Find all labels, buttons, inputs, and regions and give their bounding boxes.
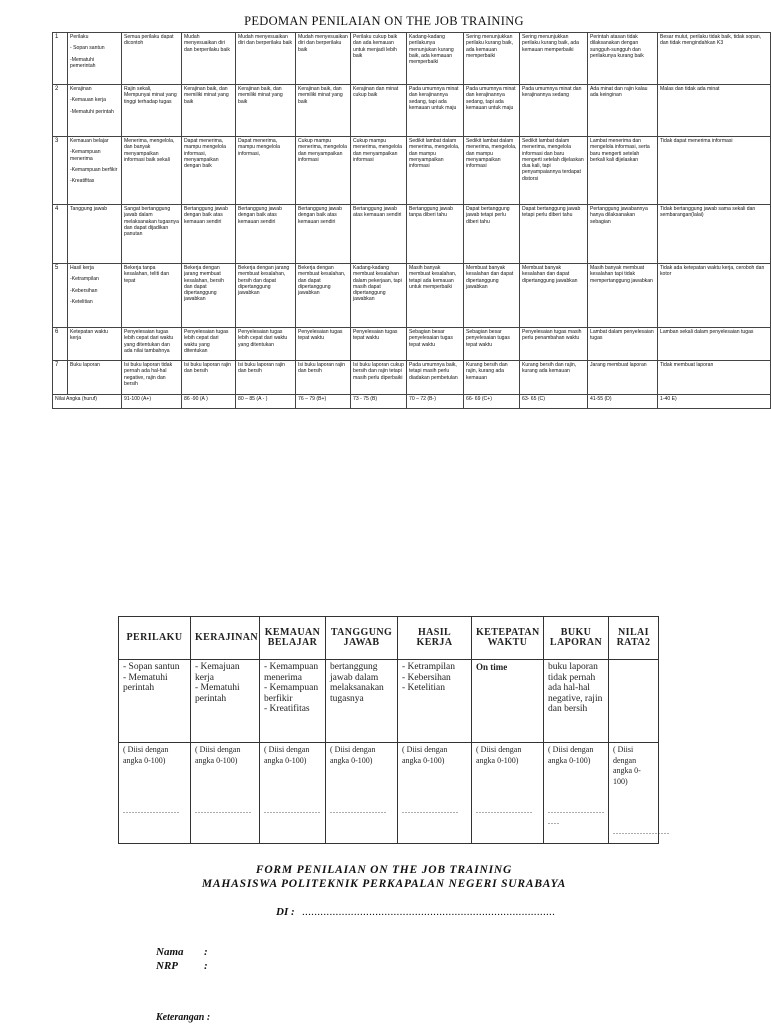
score-input-cell[interactable] [609, 743, 670, 844]
criteria-sub-item: -Kemampuan menerima [70, 149, 101, 162]
score-blank: ................... .... [548, 806, 605, 826]
grade-description-cell: Masih banyak membuat kesalahan tapi tidak mempertanggung jawabkan [588, 264, 658, 328]
criteria-name: Kerajinan [70, 86, 92, 92]
criteria-sub-item: -Kreatifitas [70, 178, 95, 185]
grade-range-cell: 86 -90 (A ) [182, 395, 236, 409]
score-input-cell[interactable] [398, 743, 472, 844]
score-blank: ................... [330, 806, 387, 815]
grade-description-cell: Bertanggung jawab dengan baik atas kemauan sendiri [182, 205, 236, 264]
grade-description-cell: Dapat bertanggung jawab tetapi perlu diberi tahu [464, 205, 520, 264]
criteria-cell [68, 328, 122, 361]
criteria-sub-item: -Mematuhi pemerintah [70, 56, 96, 69]
criteria-sub-item: - Sopan santun [70, 45, 105, 52]
score-blank: ................... [402, 806, 459, 815]
criteria-row [53, 85, 771, 137]
grade-description-cell: Malas dan tidak ada minat [658, 85, 771, 137]
grade-description-cell: Penyelesaian tugas lebih cepat dari waktu yang ditentukan dan ada nilai tambahnya [122, 328, 182, 361]
criteria-sub-item: -Kebersihan [70, 287, 98, 294]
score-hint: ( Diisi dengan angka 0-100) [548, 745, 594, 765]
criteria-cell [68, 33, 122, 85]
grade-description-cell: Bertanggung jawab dengan baik atas kemauan sendiri [236, 205, 296, 264]
form-header-cell: KERAJINAN [191, 617, 260, 660]
form-item-cell [609, 660, 659, 743]
criteria-sub-item: -Kemampuan berfikir [70, 166, 118, 173]
grade-description-cell: Penyelesaian tugas tepat waktu [351, 328, 407, 361]
form-item-cell: - Sopan santun - Mematuhi perintah [119, 660, 191, 743]
grade-description-cell: Dapat bertanggung jawab tetapi perlu diberi tahu [520, 205, 588, 264]
score-input-cell[interactable] [119, 743, 191, 844]
nrp-colon: : [204, 960, 208, 972]
nrp-label: NRP [156, 960, 178, 972]
grade-description-cell: Kerajinan baik, dan memiliki minat yang baik [182, 85, 236, 137]
score-input-cell[interactable] [260, 743, 326, 844]
score-hint: ( Diisi dengan angka 0-100) [195, 745, 241, 765]
grade-description-cell: Cukup mampu menerima, mengelola dan menyampaikan informasi [296, 137, 351, 205]
form-header-cell: NILAI RATA2 [609, 617, 659, 660]
grade-range-cell: 73 - 75 (B) [351, 395, 407, 409]
grade-description-cell: Penyelesaian tugas lebih cepat dari waktu yang ditentukan [182, 328, 236, 361]
form-item-cell: On time [472, 660, 544, 743]
criteria-cell [68, 361, 122, 395]
grade-description-cell: Dapat menerima, mampu mengelola informasi, [236, 137, 296, 205]
form-header-cell: TANGGUNG JAWAB [326, 617, 398, 660]
score-hint: ( Diisi dengan angka 0-100) [402, 745, 448, 765]
location-label: DI : [276, 906, 295, 918]
criteria-row [53, 264, 771, 328]
grade-description-cell: Tidak membuat laporan [658, 361, 771, 395]
grade-description-cell: Isi buku laporan rajin dan bersih [182, 361, 236, 395]
grade-description-cell: Kadang-kadang perilakunya menunjukan kurang baik, ada kemauan memperbaiki [407, 33, 464, 85]
grade-description-cell: Pada umumnya minat dan kerajinannya sedang [520, 85, 588, 137]
grade-description-cell: Jarang membuat laporan [588, 361, 658, 395]
grade-description-cell: Membuat banyak kesalahan dan dapat dipertanggung jawabkan [520, 264, 588, 328]
form-item-cell: bertanggung jawab dalam melaksanakan tugasnya [326, 660, 398, 743]
assessment-form-table [118, 616, 670, 844]
grade-description-cell: Semua perilaku dapat dicontoh [122, 33, 182, 85]
score-input-cell[interactable] [326, 743, 398, 844]
criteria-name: Perilaku [70, 34, 89, 40]
grade-description-cell: Cukup mampu menerima, mengelola dan menyampaikan informasi [351, 137, 407, 205]
row-number: 1 [53, 33, 68, 85]
grade-description-cell: Pada umumnya baik, tetapi masih perlu diadakan pembetulan [407, 361, 464, 395]
criteria-sub-item: -Ketrampilan [70, 276, 99, 283]
grade-description-cell: Mudah menyesuaikan diri dan berperilaku baik [236, 33, 296, 85]
score-blank: ................... [264, 806, 321, 815]
grade-description-cell: Bekerja tanpa kesalahan, teliti dan tepat [122, 264, 182, 328]
criteria-sub-item: -Kemauan kerja [70, 97, 106, 104]
grade-description-cell: Tidak bertanggung jawab sama sekali dan sembarangan(lalai) [658, 205, 771, 264]
name-colon: : [204, 946, 208, 958]
form-header-cell: KETEPATAN WAKTU [472, 617, 544, 660]
grade-description-cell: Pertanggung jawabannya hanya dilaksanakan sebagian [588, 205, 658, 264]
grade-description-cell: Sering menunjukkan perilaku kurang baik, ada kemauan memperbaiki [464, 33, 520, 85]
score-hint: ( Diisi dengan angka 0-100) [613, 745, 641, 786]
grade-description-cell: Lambat dalam penyelesaian tugas [588, 328, 658, 361]
grade-description-cell: Ada minat dan rajin kalau ada keinginan [588, 85, 658, 137]
score-blank: ................... [123, 806, 180, 815]
form-item-cell: - Ketrampilan - Kebersihan - Ketelitian [398, 660, 472, 743]
grade-description-cell: Sebagian besar penyelesaian tugas tepat waktu [407, 328, 464, 361]
form-title: FORM PENILAIAN ON THE JOB TRAINING [255, 864, 513, 876]
row-number: 5 [53, 264, 68, 328]
grade-description-cell: Rajin sekali, Mempunyai minat yang tinggi terhadap tugas [122, 85, 182, 137]
score-hint: ( Diisi dengan angka 0-100) [123, 745, 169, 765]
row-number: 4 [53, 205, 68, 264]
document-title: PEDOMAN PENILAIAN ON THE JOB TRAINING [244, 14, 524, 28]
grade-description-cell: Kurang bersih dan rajin, kurang ada kemauan [520, 361, 588, 395]
criteria-cell [68, 205, 122, 264]
grade-description-cell: Sedikit lambat dalam menerima, mengelola informasi dan baru mengerti setelah dijelaskan dua kali, tapi penyampaiannya terdapat distorsi [520, 137, 588, 205]
form-item-cell: - Kemajuan kerja - Mematuhi perintah [191, 660, 260, 743]
criteria-row [53, 361, 771, 395]
row-number: 7 [53, 361, 68, 395]
grade-description-cell: Sebagian besar penyelesaian tugas tepat waktu [464, 328, 520, 361]
grade-description-cell: Dapat menerima, mampu mengelola informasi, menyampaikan dengan baik [182, 137, 236, 205]
grade-range-cell: 66- 69 (C+) [464, 395, 520, 409]
criteria-name: Hasil kerja [70, 265, 94, 271]
grade-description-cell: Isi buku laporan cukup bersih dan rajin tetapi masih perlu diperbaiki [351, 361, 407, 395]
score-blank: ................... [476, 806, 533, 815]
grade-row [53, 395, 771, 409]
grade-description-cell: Menerima, mengelola, dan banyak menyampaikan informasi baik sekali [122, 137, 182, 205]
grade-description-cell: Penyelesaian tugas lebih cepat dari waktu yang ditentukan [236, 328, 296, 361]
criteria-cell [68, 264, 122, 328]
grade-description-cell: Masih banyak membuat kesalahan, tetapi ada kemauan untuk memperbaiki [407, 264, 464, 328]
score-input-cell[interactable] [191, 743, 260, 844]
grade-description-cell: Mudah menyesuaikan diri dan berperilaku baik [182, 33, 236, 85]
grade-description-cell: Sangat bertanggung jawab dalam melaksanakan tugasnya dan dapat dijadikan panutan [122, 205, 182, 264]
grade-description-cell: Lambat menerima dan mengelola informasi, serta baru mengerti setelah berkali kali dijelaskan [588, 137, 658, 205]
score-blank: ................... [195, 806, 252, 815]
criteria-name: Ketepatan waktu kerja [70, 329, 108, 342]
criteria-cell [68, 137, 122, 205]
grade-description-cell: Kerajinan baik, dan memiliki minat yang baik [236, 85, 296, 137]
criteria-sub-item: -Ketelitian [70, 298, 93, 305]
grade-description-cell: Isi buku laporan rajin dan bersih [296, 361, 351, 395]
score-hint: ( Diisi dengan angka 0-100) [264, 745, 310, 765]
row-number: 6 [53, 328, 68, 361]
score-input-cell[interactable] [544, 743, 609, 844]
grade-description-cell: Sedikit lambat dalam menerima, mengelola, dan mampu menyampaikan informasi [407, 137, 464, 205]
criteria-name: Buku laporan [70, 362, 101, 368]
grade-description-cell: Isi buku laporan tidak pernah ada hal-hal negative, rajin dan bersih [122, 361, 182, 395]
form-header-cell: KEMAUAN BELAJAR [260, 617, 326, 660]
grade-description-cell: Kadang-kadang membuat kesalahan dalam pekerjaan, tapi masih dapat dipertanggung jawabkan [351, 264, 407, 328]
name-label: Nama [156, 946, 184, 958]
grade-description-cell: Bertanggung jawab tanpa diberi tahu [407, 205, 464, 264]
grade-description-cell: Lamban sekali dalam penyelesaian tugas [658, 328, 771, 361]
criteria-row [53, 328, 771, 361]
form-item-cell: buku laporan tidak pernah ada hal-hal negative, rajin dan bersih [544, 660, 609, 743]
form-header-cell: BUKU LAPORAN [544, 617, 609, 660]
grade-range-cell: 70 – 72 (B-) [407, 395, 464, 409]
grade-description-cell: Bertanggung jawab atas kemauan sendiri [351, 205, 407, 264]
grade-row-label: Nilai Angka (huruf) [53, 395, 122, 409]
form-item-cell: - Kemampuan menerima - Kemampuan berfikir - Kreatifitas [260, 660, 326, 743]
notes-label: Keterangan : [156, 1012, 211, 1023]
location-field[interactable]: ................................................................................... [302, 906, 556, 918]
criteria-row [53, 137, 771, 205]
row-number: 2 [53, 85, 68, 137]
criteria-row [53, 33, 771, 85]
grade-description-cell: Besar mulut, perilaku tidak baik, tidak sopan, dan tidak mengindahkan K3 [658, 33, 771, 85]
criteria-cell [68, 85, 122, 137]
grade-description-cell: Penyelesaian tugas tepat waktu [296, 328, 351, 361]
grade-range-cell: 80 – 85 (A - ) [236, 395, 296, 409]
grade-description-cell: Bekerja dengan jarang membuat kesalahan, bersih dan dapat dipertanggung jawabkan [236, 264, 296, 328]
form-subtitle: MAHASISWA POLITEKNIK PERKAPALAN NEGERI SURABAYA [201, 878, 567, 890]
grade-range-cell: 63- 65 (C) [520, 395, 588, 409]
grade-description-cell: Penyelesaian tugas masih perlu penambahan waktu [520, 328, 588, 361]
grade-description-cell: Sedikit lambat dalam menerima, mengelola, dan mampu menyampaikan informasi [464, 137, 520, 205]
grade-description-cell: Membuat banyak kesalahan dan dapat dipertanggung jawabkan [464, 264, 520, 328]
grade-description-cell: Bekerja dengan jarang membuat kesalahan, bersih dan dapat dipertanggung jawabkan [182, 264, 236, 328]
score-hint: ( Diisi dengan angka 0-100) [476, 745, 522, 765]
grade-description-cell: Tidak dapat menerima informasi [658, 137, 771, 205]
grade-range-cell: 91-100 (A+) [122, 395, 182, 409]
criteria-sub-item: -Mematuhi perintah [70, 108, 114, 115]
grade-description-cell: Bertanggung jawab dengan baik atas kemauan sendiri [296, 205, 351, 264]
row-number: 3 [53, 137, 68, 205]
grade-description-cell: Mudah menyesuaikan diri dan berperilaku baik [296, 33, 351, 85]
grade-description-cell: Pada umumnya minat dan kerajinannya sedang, tapi ada kemauan untuk maju [407, 85, 464, 137]
grade-range-cell: 76 – 79 (B+) [296, 395, 351, 409]
grade-range-cell: 1-40 E) [658, 395, 771, 409]
grade-description-cell: Sering menunjukkan perilaku kurang baik, ada kemauan memperbaiki [520, 33, 588, 85]
grade-description-cell: Perilaku cukup baik dan ada kemauan untuk menjadi lebih baik [351, 33, 407, 85]
grade-description-cell: Isi buku laporan rajin dan bersih [236, 361, 296, 395]
grade-description-cell: Kurang bersih dan rajin, kurang ada kemauan [464, 361, 520, 395]
form-header-cell: PERILAKU [119, 617, 191, 660]
grade-range-cell: 41-55 (D) [588, 395, 658, 409]
grade-description-cell: Bekerja dengan membuat kesalahan, dan dapat dipertanggung jawabkan [296, 264, 351, 328]
score-hint: ( Diisi dengan angka 0-100) [330, 745, 376, 765]
criteria-name: Kemauan belajar [70, 138, 109, 144]
grade-description-cell: Kerajinan dan minat cukup baik [351, 85, 407, 137]
score-input-cell[interactable] [472, 743, 544, 844]
grade-description-cell: Pada umumnya minat dan kerajinannya sedang, tapi ada kemauan untuk maju [464, 85, 520, 137]
grade-description-cell: Perintah atasan tidak dilaksanakan dengan sungguh-sungguh dan perilakunya kurang baik [588, 33, 658, 85]
score-blank: ................... [613, 827, 670, 836]
criteria-table [52, 32, 771, 409]
criteria-name: Tanggung jawab [70, 206, 108, 212]
grade-description-cell: Kerajinan baik, dan memiliki minat yang baik [296, 85, 351, 137]
form-header-cell: HASIL KERJA [398, 617, 472, 660]
criteria-row [53, 205, 771, 264]
grade-description-cell: Tidak ada ketepatan waktu kerja, ceroboh dan kotor [658, 264, 771, 328]
